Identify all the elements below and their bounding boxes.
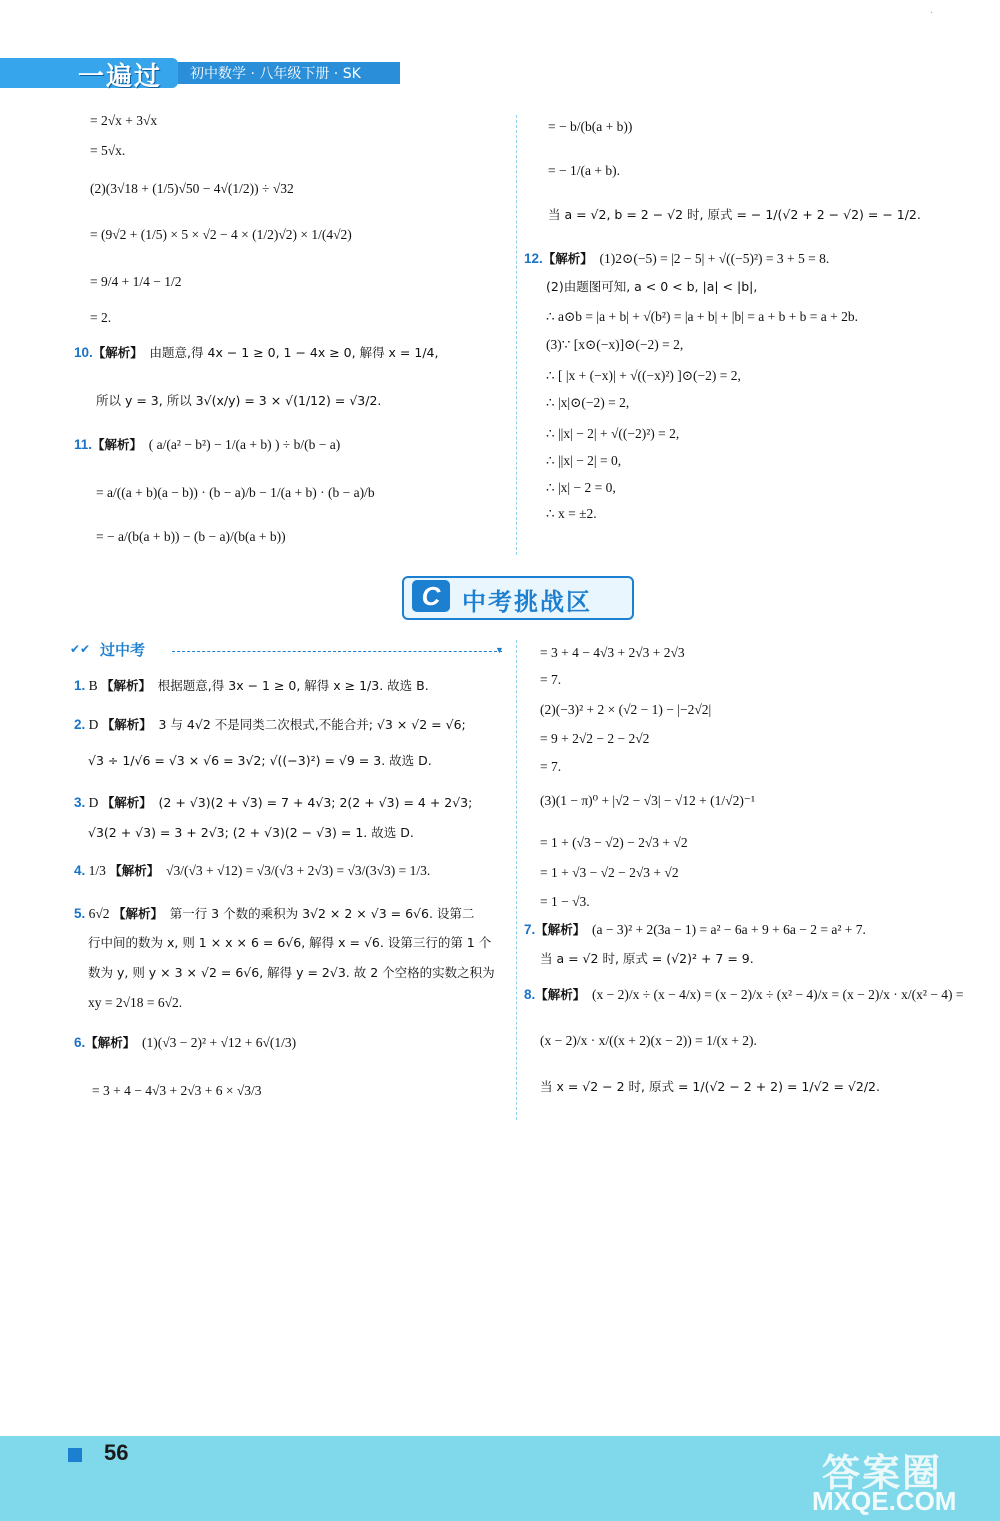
q8-line-1 xyxy=(524,986,964,1004)
answer-text: √3/(√3 + √12) = √3/(√3 + 2√3) = √3/(3√3) = 1/3. xyxy=(166,863,431,878)
header-logo: 一遍过 xyxy=(78,61,163,91)
answer-number: 1. xyxy=(74,678,86,693)
right-bottom-line: (2)(−3)² + 2 × (√2 − 1) − |−2√2| xyxy=(540,702,712,717)
answer-text: 3 与 4√2 不是同类二次根式,不能合并; √3 × √2 = √6; xyxy=(158,717,466,732)
footer-square-icon xyxy=(68,1448,82,1462)
right-top-line: = − 1/(a + b). xyxy=(548,163,620,178)
answer-text: = 3 + 4 − 4√3 + 2√3 + 6 × √3/3 xyxy=(92,1083,262,1098)
answer-line xyxy=(74,677,429,695)
page-number: 56 xyxy=(104,1440,129,1465)
q12-line: ∴ [ |x + (−x)| + √((−x)²) ]⊙(−2) = 2, xyxy=(546,368,741,383)
answer-text: 根据题意,得 3x − 1 ≥ 0, 解得 x ≥ 1/3. 故选 B. xyxy=(157,678,429,693)
answer-text: xy = 2√18 = 6√2. xyxy=(88,995,183,1010)
left-top-line: (2)(3√18 + (1/5)√50 − 4√(1/2)) ÷ √32 xyxy=(90,181,294,196)
right-bottom-line: = 9 + 2√2 − 2 − 2√2 xyxy=(540,731,650,746)
q12-line: ∴ ||x| − 2| + √((−2)²) = 2, xyxy=(546,426,680,441)
q7-tag: 【解析】 xyxy=(535,922,586,937)
answer-text: √3(2 + √3) = 3 + 2√3; (2 + √3)(2 − √3) = 1. 故选 D. xyxy=(88,825,414,840)
answer-tag: 【解析】 xyxy=(101,795,152,810)
answer-text: √3 ÷ 1/√6 = √3 × √6 = 3√2; √((−3)²) = √9 = 3. 故选 D. xyxy=(88,753,432,768)
answer-text: 数为 y, 则 y × 3 × √2 = 6√6, 解得 y = 2√3. 故 2 个空格的实数之积为 xyxy=(88,965,495,980)
answer-choice: 6√2 xyxy=(88,906,110,921)
answer-tag: 【解析】 xyxy=(112,906,163,921)
q10-number: 10. xyxy=(74,345,93,360)
answer-choice: D xyxy=(88,717,99,732)
q7-number: 7. xyxy=(524,922,536,937)
left-top-line: = (9√2 + (1/5) × 5 × √2 − 4 × (1/2)√2) × 1/(4√2) xyxy=(90,227,352,242)
answer-text: 第一行 3 个数的乘积为 3√2 × 2 × √3 = 6√6. 设第二 xyxy=(169,906,475,921)
answer-text: (1)(√3 − 2)² + √12 + 6√(1/3) xyxy=(142,1035,297,1050)
q12-line: ∴ x = ±2. xyxy=(546,506,597,521)
q11-text-3: = − a/(b(a + b)) − (b − a)/(b(a + b)) xyxy=(96,529,286,544)
q12-number: 12. xyxy=(524,251,543,266)
q8-text-1: (x − 2)/x ÷ (x − 4/x) = (x − 2)/x ÷ (x² − 4)/x = (x − 2)/x · x/(x² − 4) = xyxy=(592,987,964,1002)
right-bottom-line: = 1 + √3 − √2 − 2√3 + √2 xyxy=(540,865,679,880)
answer-line xyxy=(74,716,466,734)
q11-line-1 xyxy=(74,436,340,454)
q12-line: (3)∵ [x⊙(−x)]⊙(−2) = 2, xyxy=(546,337,684,352)
answer-number: 2. xyxy=(74,717,86,732)
q12-line: ∴ |x|⊙(−2) = 2, xyxy=(546,395,630,410)
q8-number: 8. xyxy=(524,987,536,1002)
q8-text-2: (x − 2)/x · x/((x + 2)(x − 2)) = 1/(x + 2). xyxy=(540,1033,757,1048)
answer-text: (2 + √3)(2 + √3) = 7 + 4√3; 2(2 + √3) = 4 + 2√3; xyxy=(158,795,473,810)
right-bottom-line: = 3 + 4 − 4√3 + 2√3 + 2√3 xyxy=(540,645,685,660)
q11-text-1: ( a/(a² − b²) − 1/(a + b) ) ÷ b/(b − a) xyxy=(148,437,341,452)
answer-choice: B xyxy=(88,678,98,693)
column-divider-top xyxy=(516,115,517,555)
q11-tag: 【解析】 xyxy=(92,437,143,452)
left-top-line: = 2. xyxy=(90,310,112,325)
q10-line-1 xyxy=(74,344,438,362)
q8-text-3: 当 x = √2 − 2 时, 原式 = 1/(√2 − 2 + 2) = 1/√2 = √2/2. xyxy=(540,1079,880,1094)
q11-text-2: = a/((a + b)(a − b)) · (b − a)/b − 1/(a + b) · (b − a)/b xyxy=(96,485,375,500)
banner-letter: C xyxy=(412,580,450,612)
answer-tag: 【解析】 xyxy=(101,717,152,732)
answer-tag: 【解析】 xyxy=(85,1035,136,1050)
answer-choice: 1/3 xyxy=(88,863,106,878)
q10-text-2: 所以 y = 3, 所以 3√(x/y) = 3 × √(1/12) = √3/2. xyxy=(96,393,382,408)
right-bottom-line: (3)(1 − π)⁰ + |√2 − √3| − √12 + (1/√2)⁻¹ xyxy=(540,793,755,808)
answer-line xyxy=(74,794,472,812)
answer-number: 6. xyxy=(74,1035,86,1050)
q8-tag: 【解析】 xyxy=(535,987,586,1002)
watermark-url: MXQE.COM xyxy=(812,1486,957,1516)
q11-number: 11. xyxy=(74,437,93,452)
left-top-line: = 9/4 + 1/4 − 1/2 xyxy=(90,274,182,289)
q12-line: ∴ ||x| − 2| = 0, xyxy=(546,453,622,468)
section-banner xyxy=(402,576,634,620)
header-dot-icon: · xyxy=(930,8,934,19)
q10-text-1: 由题意,得 4x − 1 ≥ 0, 1 − 4x ≥ 0, 解得 x = 1/4, xyxy=(149,345,439,360)
q7-text-2: 当 a = √2 时, 原式 = (√2)² + 7 = 9. xyxy=(540,951,754,966)
right-bottom-line: = 1 − √3. xyxy=(540,894,590,909)
right-bottom-line: = 7. xyxy=(540,672,562,687)
left-top-line: = 5√x. xyxy=(90,143,126,158)
right-bottom-line: = 7. xyxy=(540,759,562,774)
q12-tag: 【解析】 xyxy=(542,251,593,266)
watermark-logo: 答案圈 xyxy=(822,1451,943,1495)
answer-number: 5. xyxy=(74,906,86,921)
right-top-line: = − b/(b(a + b)) xyxy=(548,119,633,134)
check-marks-icon: ✔✔ xyxy=(70,642,91,656)
answer-line xyxy=(74,905,474,923)
q12-text: (1)2⊙(−5) = |2 − 5| + √((−5)²) = 3 + 5 = 8. xyxy=(599,251,830,266)
triangle-down-icon: ▼ xyxy=(495,645,504,655)
q10-tag: 【解析】 xyxy=(92,345,143,360)
q12-line: ∴ |x| − 2 = 0, xyxy=(546,480,616,495)
answer-text: 行中间的数为 x, 则 1 × x × 6 = 6√6, 解得 x = √6. 设第三行的第 1 个 xyxy=(88,935,492,950)
q12-line-1 xyxy=(524,250,829,268)
q12-line: (2)由题图可知, a < 0 < b, |a| < |b|, xyxy=(546,279,758,294)
section-title: 过中考 xyxy=(100,641,146,659)
q7-text-1: (a − 3)² + 2(3a − 1) = a² − 6a + 9 + 6a − 2 = a² + 7. xyxy=(592,922,866,937)
answer-choice: D xyxy=(88,795,99,810)
answer-tag: 【解析】 xyxy=(101,678,152,693)
answer-line xyxy=(74,1034,296,1052)
right-top-line: 当 a = √2, b = 2 − √2 时, 原式 = − 1/(√2 + 2 − √2) = − 1/2. xyxy=(548,207,921,222)
section-divider xyxy=(172,651,502,652)
right-bottom-line: = 1 + (√3 − √2) − 2√3 + √2 xyxy=(540,835,688,850)
banner-title: 中考挑战区 xyxy=(462,588,592,616)
answer-number: 4. xyxy=(74,863,86,878)
answer-line xyxy=(74,862,430,880)
q12-line: ∴ a⊙b = |a + b| + √(b²) = |a + b| + |b| = a + b + b = a + 2b. xyxy=(546,309,859,324)
column-divider-bottom xyxy=(516,640,517,1120)
answer-number: 3. xyxy=(74,795,86,810)
header-subtitle: 初中数学 · 八年级下册 · SK xyxy=(190,66,361,82)
answer-tag: 【解析】 xyxy=(109,863,160,878)
q7-line-1 xyxy=(524,921,866,939)
left-top-line: = 2√x + 3√x xyxy=(90,113,158,128)
